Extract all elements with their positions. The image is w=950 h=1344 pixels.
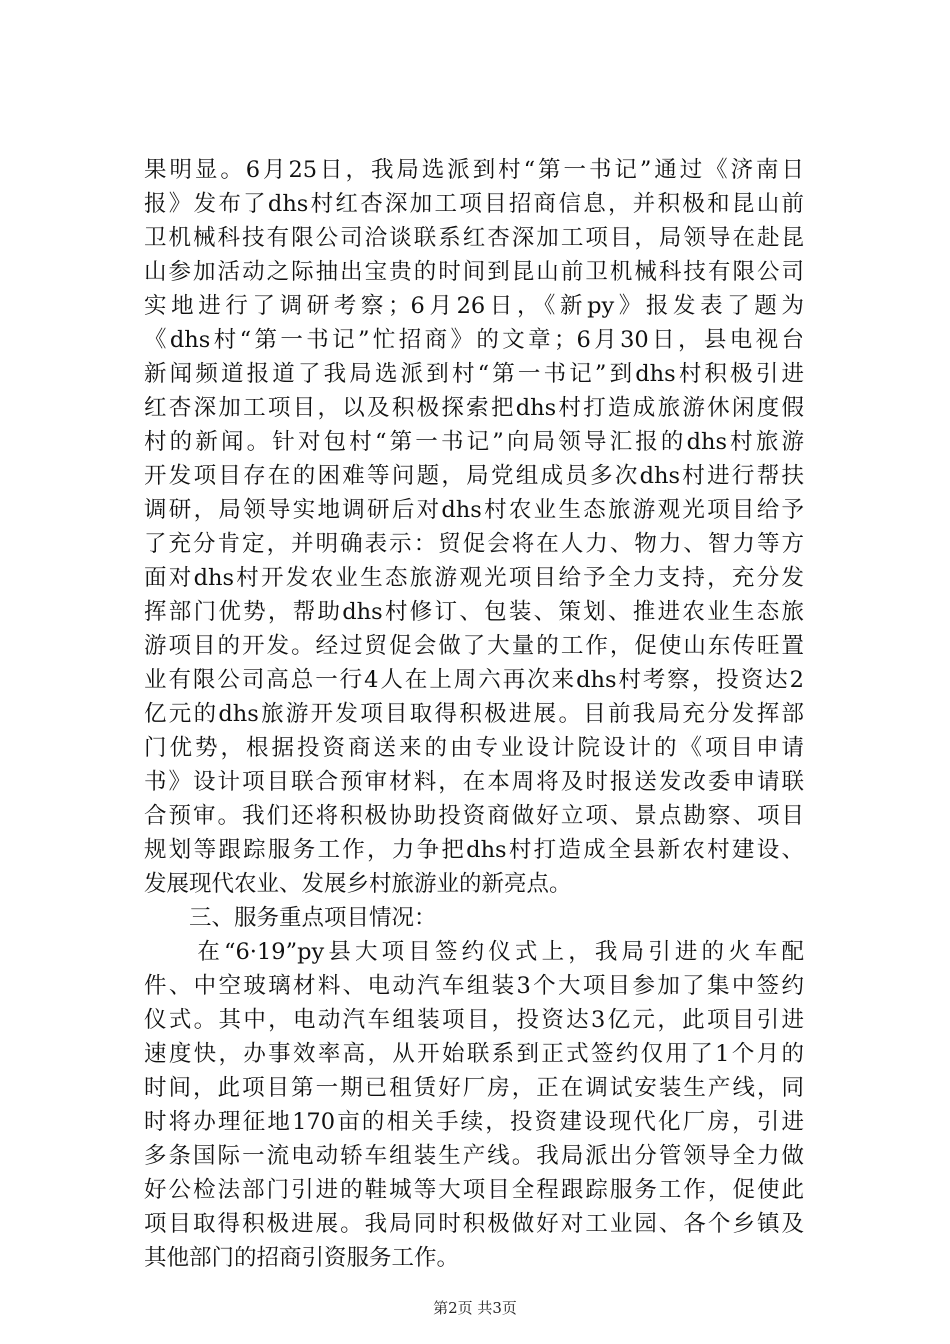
body-text-line: 游项目的开发。经过贸促会做了大量的工作，促使山东传旺置	[144, 633, 804, 659]
body-text-line: 项目取得积极进展。我局同时积极做好对工业园、各个乡镇及	[144, 1211, 804, 1237]
body-text-line: 时将办理征地170亩的相关手续，投资建设现代化厂房，引进	[144, 1109, 804, 1135]
body-text-line: 《dhs村“第一书记”忙招商》的文章；6月30日，县电视台	[144, 327, 804, 353]
body-text-line: 报》发布了dhs村红杏深加工项目招商信息，并积极和昆山前	[144, 191, 804, 217]
body-text-line: 门优势，根据投资商送来的由专业设计院设计的《项目申请	[144, 735, 804, 761]
body-text-line: 开发项目存在的困难等问题，局党组成员多次dhs村进行帮扶	[144, 463, 804, 489]
body-text-line: 仪式。其中，电动汽车组装项目，投资达3亿元，此项目引进	[144, 1007, 804, 1033]
body-text-line: 多条国际一流电动轿车组装生产线。我局派出分管领导全力做	[144, 1143, 804, 1169]
body-text-line: 果明显。6月25日，我局选派到村“第一书记”通过《济南日	[144, 157, 804, 183]
body-text-line: 在“6·19”py县大项目签约仪式上，我局引进的火车配	[144, 939, 804, 965]
body-text-line: 山参加活动之际抽出宝贵的时间到昆山前卫机械科技有限公司	[144, 259, 804, 285]
body-text-line: 了充分肯定，并明确表示：贸促会将在人力、物力、智力等方	[144, 531, 804, 557]
page-footer: 第2页 共3页	[433, 1299, 517, 1317]
body-text-line: 件、中空玻璃材料、电动汽车组装3个大项目参加了集中签约	[144, 973, 804, 999]
body-text-line: 卫机械科技有限公司洽谈联系红杏深加工项目，局领导在赴昆	[144, 225, 804, 251]
body-text-line: 新闻频道报道了我局选派到村“第一书记”到dhs村积极引进	[144, 361, 804, 387]
body-text-line: 发展现代农业、发展乡村旅游业的新亮点。	[144, 871, 572, 897]
body-text-line: 亿元的dhs旅游开发项目取得积极进展。目前我局充分发挥部	[144, 701, 804, 727]
body-text-line: 速度快，办事效率高，从开始联系到正式签约仅用了1个月的	[144, 1041, 804, 1067]
body-text-line: 面对dhs村开发农业生态旅游观光项目给予全力支持，充分发	[144, 565, 804, 591]
body-text-line: 好公检法部门引进的鞋城等大项目全程跟踪服务工作，促使此	[144, 1177, 804, 1203]
body-text-line: 时间，此项目第一期已租赁好厂房，正在调试安装生产线，同	[144, 1075, 804, 1101]
body-text-line: 业有限公司高总一行4人在上周六再次来dhs村考察，投资达2	[144, 667, 804, 693]
section-heading: 三、服务重点项目情况：	[144, 905, 437, 931]
body-text-line: 合预审。我们还将积极协助投资商做好立项、景点勘察、项目	[144, 803, 804, 829]
body-text-line: 规划等跟踪服务工作，力争把dhs村打造成全县新农村建设、	[144, 837, 804, 863]
body-text-line: 调研，局领导实地调研后对dhs村农业生态旅游观光项目给予	[144, 497, 804, 523]
body-text-line: 村的新闻。针对包村“第一书记”向局领导汇报的dhs村旅游	[144, 429, 804, 455]
body-text-line: 其他部门的招商引资服务工作。	[144, 1245, 460, 1271]
body-text-line: 挥部门优势，帮助dhs村修订、包装、策划、推进农业生态旅	[144, 599, 804, 625]
body-text-line: 实地进行了调研考察；6月26日，《新py》报发表了题为	[144, 293, 804, 319]
body-text-line: 书》设计项目联合预审材料，在本周将及时报送发改委申请联	[144, 769, 804, 795]
body-text-line: 红杏深加工项目，以及积极探索把dhs村打造成旅游休闲度假	[144, 395, 804, 421]
